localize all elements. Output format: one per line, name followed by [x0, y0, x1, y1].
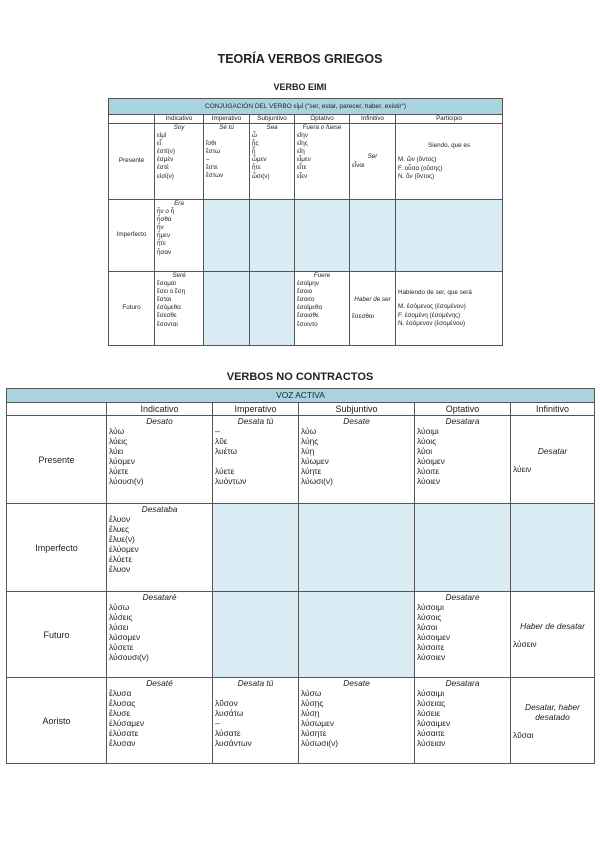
nc-header-row: [7, 403, 595, 416]
row-label: Presente: [7, 416, 107, 504]
empty-cell: [350, 200, 396, 272]
row-label: Futuro: [7, 592, 107, 678]
optativo-cell: Desatare λύσοιμι λύσοις λύσοι λύσοιμεν λύσοιτε λύσοιεν: [415, 592, 511, 678]
infinitivo-cell: Haber de desatar λύσειν: [511, 592, 595, 678]
indicativo-cell: Desataré λύσω λύσεις λύσει λύσομεν λύσετε λύσουσι(ν): [107, 592, 213, 678]
nc-row-imperfecto: [7, 504, 595, 592]
row-label: Imperfecto: [109, 200, 155, 272]
participio-cell: Habiendo de ser, que será M. ἐσόμενος (ἐσομένου) F. ἐσομένη (ἐσομένης) N. ἐσόμενον (ἐσομένου): [396, 272, 503, 346]
empty-cell: [250, 272, 295, 346]
nc-row-aoristo: [7, 678, 595, 764]
header-cell: Infinitivo: [350, 115, 396, 124]
empty-cell: [204, 200, 250, 272]
eimi-header-row: [109, 115, 503, 124]
header-cell: Subjuntivo: [299, 403, 415, 416]
row-label: Presente: [109, 124, 155, 200]
nc-section-title: VERBOS NO CONTRACTOS: [226, 371, 374, 383]
nc-row-presente: [7, 416, 595, 504]
indicativo-cell: Desato λύω λύεις λύει λύομεν λύετε λύουσι(ν): [107, 416, 213, 504]
empty-cell: [415, 504, 511, 592]
optativo-cell: Fuere ἐσοίμην ἔσοιο ἔσοιτο ἐσοίμεθα ἔσοισθε ἔσοιντο: [295, 272, 350, 346]
imperativo-cell: Desata tú λῦσον λυσάτω – λύσατε λυσάντων: [213, 678, 299, 764]
indicativo-cell: Seré ἔσομαι ἔσει o ἔσῃ ἔσται ἐσόμεθα ἔσεσθε ἔσονται: [155, 272, 204, 346]
indicativo-cell: Soy εἰμί εἶ ἐστί(ν) ἐσμέν ἐστέ εἰσί(ν): [155, 124, 204, 200]
subjuntivo-cell: Desate λύσω λύσῃς λύσῃ λύσωμεν λύσητε λύσωσι(ν): [299, 678, 415, 764]
subjuntivo-cell: Desate λύω λύῃς λύῃ λύωμεν λύητε λύωσι(ν): [299, 416, 415, 504]
header-cell: Infinitivo: [511, 403, 595, 416]
header-cell: [7, 403, 107, 416]
empty-cell: [204, 272, 250, 346]
empty-cell: [299, 504, 415, 592]
eimi-caption: CONJUGACIÓN DEL VERBO εἰμί ("ser, estar, parecer, haber, existir"): [109, 99, 503, 115]
header-cell: Indicativo: [107, 403, 213, 416]
empty-cell: [213, 504, 299, 592]
header-cell: Optativo: [295, 115, 350, 124]
empty-cell: [511, 504, 595, 592]
header-cell: Imperativo: [204, 115, 250, 124]
header-cell: Participio: [396, 115, 503, 124]
eimi-row-presente: [109, 124, 503, 200]
eimi-row-imperfecto: [109, 200, 503, 272]
eimi-table: [108, 98, 503, 346]
header-cell: Indicativo: [155, 115, 204, 124]
imperativo-cell: Desata tú – λῦε λυέτω λύετε λυόντων: [213, 416, 299, 504]
infinitivo-cell: Haber de ser ἔσεσθαι: [350, 272, 396, 346]
empty-cell: [250, 200, 295, 272]
indicativo-cell: Desataba ἔλυον ἔλυες ἔλυε(ν) ἐλύομεν ἐλύετε ἔλυον: [107, 504, 213, 592]
participio-cell: Siendo, que es M. ὤν (ὄντος) F. οὖσα (οὔσης) N. ὄν (ὄντος): [396, 124, 503, 200]
header-cell: Optativo: [415, 403, 511, 416]
row-label: Aoristo: [7, 678, 107, 764]
header-cell: [109, 115, 155, 124]
empty-cell: [295, 200, 350, 272]
empty-cell: [396, 200, 503, 272]
row-label: Imperfecto: [7, 504, 107, 592]
header-cell: Subjuntivo: [250, 115, 295, 124]
indicativo-cell: Era ἦν o ἦ ἦσθα ἦν ἦμεν ἦτε ἦσαν: [155, 200, 204, 272]
nc-table: [6, 388, 595, 764]
nc-caption: VOZ ACTIVA: [7, 389, 595, 403]
optativo-cell: Desatara λύοιμι λύοις λύοι λύοιμεν λύοιτε λύοιεν: [415, 416, 511, 504]
infinitivo-cell: Desatar, haber desatado λῦσαι: [511, 678, 595, 764]
nc-row-futuro: [7, 592, 595, 678]
empty-cell: [299, 592, 415, 678]
optativo-cell: Fuera o fuese εἴην εἴης εἴη εἶμεν εἶτε εἶεν: [295, 124, 350, 200]
infinitivo-cell: Desatar λύειν: [511, 416, 595, 504]
subjuntivo-cell: Sea ὦ ᾖς ᾖ ὦμεν ἦτε ὦσι(ν): [250, 124, 295, 200]
eimi-section-title: VERBO EIMI: [273, 82, 327, 92]
page-title: TEORÍA VERBOS GRIEGOS: [217, 52, 383, 66]
row-label: Futuro: [109, 272, 155, 346]
optativo-cell: Desatara λύσαιμι λύσειας λύσειε λύσαιμεν λύσαιτε λύσειαν: [415, 678, 511, 764]
header-cell: Imperativo: [213, 403, 299, 416]
infinitivo-cell: Ser εἶναι: [350, 124, 396, 200]
empty-cell: [213, 592, 299, 678]
imperativo-cell: Sé tú ἴσθι ἔστω – ἔστε ἔστων: [204, 124, 250, 200]
eimi-row-futuro: [109, 272, 503, 346]
indicativo-cell: Desaté ἔλυσα ἔλυσας ἔλυσε ἐλύσαμεν ἐλύσατε ἔλυσαν: [107, 678, 213, 764]
